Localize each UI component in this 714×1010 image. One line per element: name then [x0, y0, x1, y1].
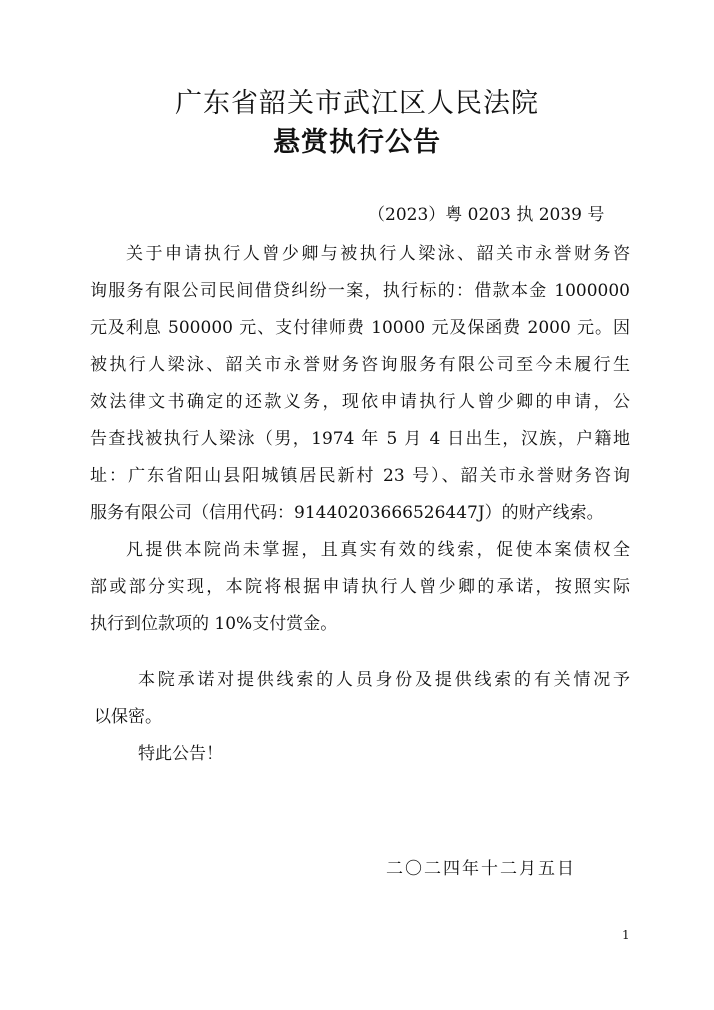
- paragraph-line: 以保密。: [94, 707, 162, 727]
- paragraph-line: 服务有限公司（信用代码：91440203666526447J）的财产线索。: [90, 503, 604, 523]
- paragraph-line: 执行到位款项的 10%支付赏金。: [90, 614, 338, 634]
- closing-statement: 特此公告！: [138, 744, 223, 764]
- page-number: 1: [622, 928, 630, 942]
- paragraph-line: 本院承诺对提供线索的人员身份及提供线索的有关情况予: [138, 670, 630, 690]
- notice-date: 二〇二四年十二月五日: [386, 859, 576, 879]
- paragraph-line: 元及利息 500000 元、支付律师费 10000 元及保函费 2000 元。因: [90, 318, 630, 338]
- paragraph-1: [90, 236, 630, 532]
- paragraph-2: [90, 532, 630, 643]
- court-name: 广东省韶关市武江区人民法院: [175, 88, 539, 119]
- paragraph-line: 关于申请执行人曾少卿与被执行人梁泳、韶关市永誉财务咨: [126, 244, 630, 264]
- paragraph-line: 效法律文书确定的还款义务，现依申请执行人曾少卿的申请，公: [90, 392, 630, 412]
- paragraph-3: [90, 662, 630, 736]
- paragraph-line: 询服务有限公司民间借贷纠纷一案，执行标的：借款本金 1000000: [90, 281, 630, 301]
- paragraph-line: 凡提供本院尚未掌握，且真实有效的线索，促使本案债权全: [126, 540, 630, 560]
- case-number: （2023）粤 0203 执 2039 号: [368, 205, 605, 225]
- paragraph-line: 被执行人梁泳、韶关市永誉财务咨询服务有限公司至今未履行生: [90, 355, 630, 375]
- paragraph-line: 部或部分实现，本院将根据申请执行人曾少卿的承诺，按照实际: [90, 577, 630, 597]
- paragraph-line: 告查找被执行人梁泳（男，1974 年 5 月 4 日出生，汉族，户籍地: [90, 429, 630, 449]
- notice-title: 悬赏执行公告: [273, 127, 441, 158]
- paragraph-line: 址：广东省阳山县阳城镇居民新村 23 号）、韶关市永誉财务咨询: [90, 466, 630, 486]
